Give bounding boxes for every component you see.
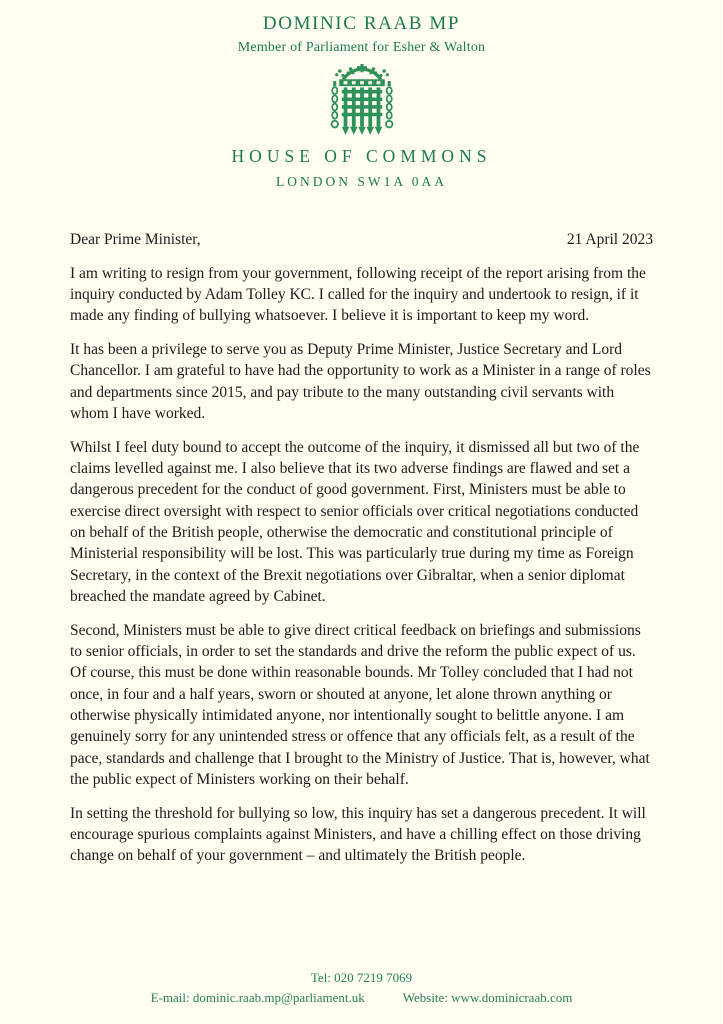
footer-row xyxy=(0,988,723,1008)
portcullis-crest-icon xyxy=(329,64,395,140)
mp-subtitle: Member of Parliament for Esher & Walton xyxy=(237,40,486,55)
letter-body xyxy=(70,229,653,867)
salutation: Dear Prime Minister, xyxy=(70,231,201,248)
letter-paragraph: In setting the threshold for bullying so low, this inquiry has set a dangerous precedent. It will encourage spurious complaints against Ministers, and have a chilling effect on those driving change on behalf of your government – and ultimately the British people. xyxy=(70,804,646,865)
footer-website: Website: www.dominicraab.com xyxy=(402,990,573,1005)
footer-tel: Tel: 020 7219 7069 xyxy=(310,970,413,985)
footer-email: E-mail: dominic.raab.mp@parliament.uk xyxy=(150,990,365,1005)
mp-name: DOMINIC RAAB MP xyxy=(262,13,461,34)
institution-address: LONDON SW1A 0AA xyxy=(276,174,447,189)
letter-date: 21 April 2023 xyxy=(566,231,653,248)
letter-paragraph: Whilst I feel duty bound to accept the outcome of the inquiry, it dismissed all but two of the claims levelled against me. I also believe that its two adverse findings are flawed and set a dangerous precedent for the conduct of good government. First, Ministers must be able to exercise direct oversight with respect to senior officials over critical negotiations conducted on behalf of the British people, otherwise the democratic and constitutional principle of Ministerial responsibility will be lost. This was particularly true during my time as Foreign Secretary, in the context of the Brexit negotiations over Gibraltar, when a senior diplomat breached the mandate agreed by Cabinet. xyxy=(70,438,640,605)
contact-footer xyxy=(0,968,723,1008)
letter-paragraph: I am writing to resign from your government, following receipt of the report arising from the inquiry conducted by Adam Tolley KC. I called for the inquiry and undertook to resign, if it made any finding of bullying whatsoever. I believe it is important to keep my word. xyxy=(70,264,646,325)
institution-name: HOUSE OF COMMONS xyxy=(231,146,492,166)
letterhead xyxy=(0,0,723,190)
salutation-row xyxy=(70,229,653,250)
letter-paragraph: Second, Ministers must be able to give direct critical feedback on briefings and submissions to senior officials, in order to set the standards and drive the reform the public expect of us. Of course, this must be done within reasonable bounds. Mr Tolley concluded that I had not once, in four and a half years, sworn or shouted at anyone, let alone thrown anything or otherwise physically intimidated anyone, nor intentionally sought to belittle anyone. I am genuinely sorry for any unintended stress or offence that any officials felt, as a result of the pace, standards and challenge that I brought to the Ministry of Justice. That is, however, what the public expect of Ministers working on their behalf. xyxy=(70,621,650,788)
letter-paragraph: It has been a privilege to serve you as Deputy Prime Minister, Justice Secretary and Lord Chancellor. I am grateful to have had the opportunity to work as a Minister in a range of roles and departments since 2015, and pay tribute to the many outstanding civil servants with whom I have worked. xyxy=(70,341,651,423)
